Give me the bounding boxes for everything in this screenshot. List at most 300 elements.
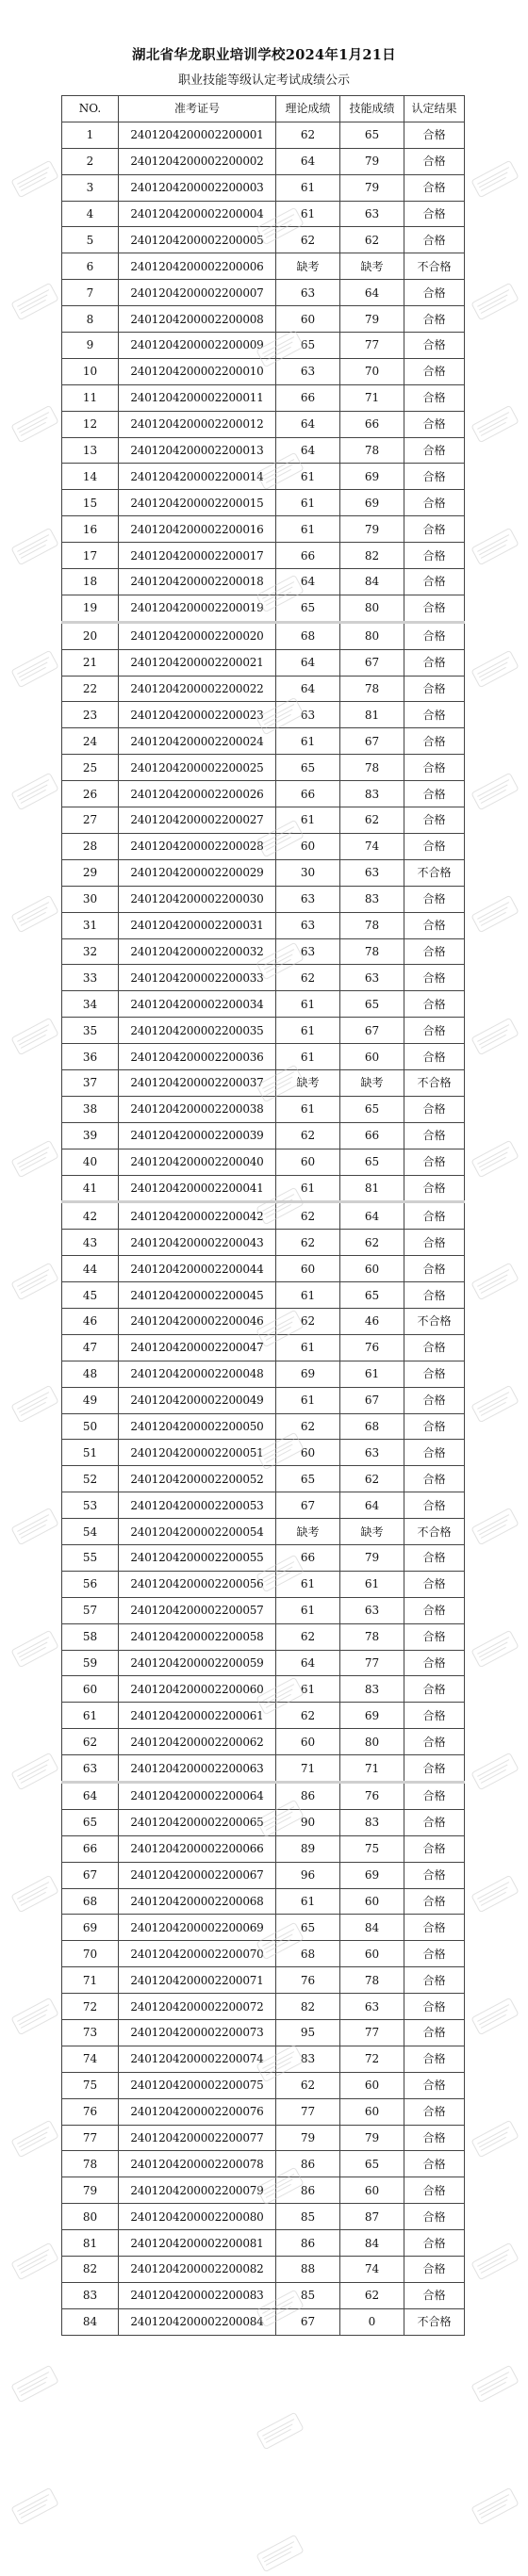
row-number: 38 [62,1096,119,1122]
result: 合格 [404,1122,465,1149]
skill-score: 65 [340,122,404,148]
exam-id: 2401204200002200015 [119,490,276,516]
watermark-stamp [468,2120,522,2158]
row-number: 52 [62,1466,119,1492]
result: 合格 [404,2177,465,2204]
exam-id: 2401204200002200012 [119,411,276,437]
table-row [62,1809,465,1835]
skill-score: 71 [340,384,404,411]
watermark-stamp [468,1508,522,1545]
exam-id: 2401204200002200066 [119,1835,276,1862]
skill-score: 78 [340,912,404,938]
row-number: 45 [62,1282,119,1309]
theory-score: 61 [276,1096,340,1122]
table-row [62,1492,465,1519]
row-number: 12 [62,411,119,437]
result: 合格 [404,676,465,702]
theory-score: 62 [276,1308,340,1334]
row-number: 31 [62,912,119,938]
exam-id: 2401204200002200041 [119,1175,276,1202]
result: 合格 [404,2230,465,2257]
result: 合格 [404,1149,465,1175]
row-number: 43 [62,1230,119,1256]
table-row [62,1915,465,1941]
row-number: 49 [62,1387,119,1413]
table-row [62,595,465,622]
result: 合格 [404,755,465,781]
theory-score: 61 [276,490,340,516]
theory-score: 61 [276,174,340,201]
table-row [62,2098,465,2125]
row-number: 21 [62,649,119,676]
skill-score: 61 [340,1361,404,1387]
theory-score: 63 [276,280,340,306]
table-row [62,781,465,807]
skill-score: 84 [340,1915,404,1941]
row-number: 9 [62,333,119,359]
result: 合格 [404,1282,465,1309]
table-row [62,649,465,676]
skill-score: 65 [340,2151,404,2177]
watermark-stamp [8,1263,62,1300]
skill-score: 61 [340,1571,404,1597]
theory-score: 61 [276,1044,340,1070]
result: 合格 [404,622,465,649]
row-number: 3 [62,174,119,201]
skill-score: 74 [340,2257,404,2283]
row-number: 68 [62,1888,119,1915]
theory-score: 61 [276,516,340,543]
row-number: 72 [62,1994,119,2020]
theory-score: 61 [276,1018,340,1044]
result: 合格 [404,1440,465,1466]
exam-id: 2401204200002200047 [119,1334,276,1361]
theory-score: 65 [276,333,340,359]
row-number: 40 [62,1149,119,1175]
table-row [62,1729,465,1755]
table-row [62,1703,465,1729]
exam-id: 2401204200002200081 [119,2230,276,2257]
theory-score: 60 [276,1729,340,1755]
table-row [62,1149,465,1175]
theory-score: 66 [276,543,340,569]
watermark-stamp [8,895,62,933]
skill-score: 81 [340,1175,404,1202]
exam-id: 2401204200002200046 [119,1308,276,1334]
result: 合格 [404,227,465,253]
theory-score: 62 [276,122,340,148]
theory-score: 64 [276,148,340,174]
skill-score: 76 [340,1783,404,1810]
exam-id: 2401204200002200009 [119,333,276,359]
exam-id: 2401204200002200017 [119,543,276,569]
row-number: 51 [62,1440,119,1466]
skill-score: 83 [340,1809,404,1835]
exam-id: 2401204200002200044 [119,1256,276,1282]
theory-score: 65 [276,1915,340,1941]
table-row [62,965,465,991]
row-number: 74 [62,2046,119,2072]
skill-score: 62 [340,807,404,834]
table-row [62,1202,465,1230]
table-row [62,833,465,859]
result: 合格 [404,1361,465,1387]
skill-score: 缺考 [340,253,404,280]
result: 合格 [404,1544,465,1571]
skill-score: 64 [340,1202,404,1230]
theory-score: 缺考 [276,1069,340,1096]
exam-id: 2401204200002200060 [119,1676,276,1703]
row-number: 44 [62,1256,119,1282]
exam-id: 2401204200002200053 [119,1492,276,1519]
result: 合格 [404,2282,465,2308]
theory-score: 67 [276,1492,340,1519]
exam-id: 2401204200002200064 [119,1783,276,1810]
exam-id: 2401204200002200082 [119,2257,276,2283]
theory-score: 缺考 [276,1519,340,1545]
row-number: 58 [62,1623,119,1650]
theory-score: 62 [276,1703,340,1729]
skill-score: 79 [340,306,404,333]
theory-score: 61 [276,1571,340,1597]
theory-score: 61 [276,1597,340,1623]
theory-score: 61 [276,728,340,755]
exam-id: 2401204200002200007 [119,280,276,306]
exam-id: 2401204200002200050 [119,1413,276,1440]
row-number: 48 [62,1361,119,1387]
table-row [62,306,465,333]
row-number: 32 [62,938,119,965]
exam-id: 2401204200002200035 [119,1018,276,1044]
result: 不合格 [404,859,465,886]
exam-id: 2401204200002200010 [119,358,276,384]
exam-id: 2401204200002200055 [119,1544,276,1571]
theory-score: 60 [276,833,340,859]
watermark-stamp [468,528,522,565]
theory-score: 61 [276,464,340,490]
row-number: 1 [62,122,119,148]
watermark-stamp [8,1753,62,1790]
exam-id: 2401204200002200063 [119,1755,276,1783]
table-row [62,938,465,965]
result: 合格 [404,1755,465,1783]
result: 合格 [404,306,465,333]
table-row [62,2230,465,2257]
theory-score: 60 [276,306,340,333]
theory-score: 61 [276,201,340,227]
theory-score: 64 [276,676,340,702]
row-number: 27 [62,807,119,834]
skill-score: 78 [340,676,404,702]
watermark-stamp [8,405,62,443]
row-number: 10 [62,358,119,384]
table-row [62,1387,465,1413]
row-number: 75 [62,2072,119,2098]
skill-score: 83 [340,781,404,807]
watermark-stamp [8,773,62,810]
row-number: 53 [62,1492,119,1519]
exam-id: 2401204200002200021 [119,649,276,676]
row-number: 42 [62,1202,119,1230]
skill-score: 80 [340,595,404,622]
row-number: 80 [62,2204,119,2230]
table-row [62,358,465,384]
table-row [62,676,465,702]
result: 合格 [404,1783,465,1810]
skill-score: 63 [340,201,404,227]
watermark-stamp [8,2365,62,2403]
exam-id: 2401204200002200008 [119,306,276,333]
skill-score: 60 [340,2098,404,2125]
result: 不合格 [404,1308,465,1334]
row-number: 39 [62,1122,119,1149]
result: 合格 [404,201,465,227]
row-number: 63 [62,1755,119,1783]
skill-score: 65 [340,1096,404,1122]
result: 合格 [404,1835,465,1862]
theory-score: 62 [276,1202,340,1230]
result: 合格 [404,912,465,938]
result: 合格 [404,2125,465,2151]
watermark-stamp [468,2487,522,2525]
row-number: 26 [62,781,119,807]
skill-score: 72 [340,2046,404,2072]
skill-score: 79 [340,174,404,201]
theory-score: 63 [276,912,340,938]
skill-score: 79 [340,1544,404,1571]
table-row [62,464,465,490]
skill-score: 66 [340,1122,404,1149]
exam-id: 2401204200002200022 [119,676,276,702]
table-row [62,1676,465,1703]
result: 合格 [404,2020,465,2046]
theory-score: 66 [276,1544,340,1571]
row-number: 29 [62,859,119,886]
table-row [62,702,465,728]
exam-id: 2401204200002200025 [119,755,276,781]
skill-score: 74 [340,833,404,859]
watermark-stamp [8,1875,62,1913]
watermark-stamp [8,1140,62,1178]
row-number: 70 [62,1941,119,1967]
skill-score: 76 [340,1334,404,1361]
theory-score: 69 [276,1361,340,1387]
skill-score: 67 [340,1018,404,1044]
exam-id: 2401204200002200077 [119,2125,276,2151]
result: 合格 [404,1175,465,1202]
row-number: 24 [62,728,119,755]
table-row [62,1308,465,1334]
table-row [62,1334,465,1361]
row-number: 71 [62,1967,119,1994]
exam-id: 2401204200002200084 [119,2308,276,2335]
skill-score: 64 [340,280,404,306]
result: 合格 [404,1387,465,1413]
table-row [62,1862,465,1888]
table-row [62,569,465,595]
skill-score: 62 [340,227,404,253]
exam-id: 2401204200002200032 [119,938,276,965]
result: 合格 [404,2151,465,2177]
exam-id: 2401204200002200048 [119,1361,276,1387]
skill-score: 62 [340,1230,404,1256]
watermark-stamp [468,2365,522,2403]
skill-score: 77 [340,1650,404,1676]
watermark-stamp [468,405,522,443]
watermark-stamp [468,2242,522,2280]
table-row [62,728,465,755]
table-row [62,2020,465,2046]
result: 合格 [404,2257,465,2283]
result: 合格 [404,1888,465,1915]
result: 合格 [404,569,465,595]
result: 合格 [404,148,465,174]
row-number: 47 [62,1334,119,1361]
theory-score: 76 [276,1967,340,1994]
skill-score: 78 [340,1623,404,1650]
skill-score: 60 [340,2072,404,2098]
table-row [62,807,465,834]
table-row [62,1967,465,1994]
result: 合格 [404,1413,465,1440]
skill-score: 67 [340,649,404,676]
row-number: 83 [62,2282,119,2308]
header-result: 认定结果 [404,96,465,122]
result: 合格 [404,1044,465,1070]
result: 合格 [404,1571,465,1597]
result: 合格 [404,516,465,543]
skill-score: 77 [340,2020,404,2046]
skill-score: 60 [340,1044,404,1070]
result: 合格 [404,1256,465,1282]
table-row [62,1755,465,1783]
theory-score: 85 [276,2282,340,2308]
row-number: 46 [62,1308,119,1334]
theory-score: 88 [276,2257,340,2283]
result: 不合格 [404,2308,465,2335]
result: 合格 [404,1597,465,1623]
theory-score: 68 [276,1941,340,1967]
row-number: 67 [62,1862,119,1888]
skill-score: 0 [340,2308,404,2335]
skill-score: 78 [340,437,404,464]
skill-score: 60 [340,1888,404,1915]
skill-score: 79 [340,148,404,174]
theory-score: 63 [276,358,340,384]
result: 合格 [404,1676,465,1703]
table-row [62,2072,465,2098]
theory-score: 67 [276,2308,340,2335]
skill-score: 68 [340,1413,404,1440]
table-row [62,1466,465,1492]
exam-id: 2401204200002200049 [119,1387,276,1413]
exam-id: 2401204200002200036 [119,1044,276,1070]
row-number: 41 [62,1175,119,1202]
table-row [62,1122,465,1149]
exam-id: 2401204200002200051 [119,1440,276,1466]
table-row [62,1623,465,1650]
result: 不合格 [404,253,465,280]
exam-id: 2401204200002200056 [119,1571,276,1597]
watermark-stamp [8,1997,62,2035]
row-number: 19 [62,595,119,622]
table-row [62,755,465,781]
row-number: 23 [62,702,119,728]
exam-id: 2401204200002200037 [119,1069,276,1096]
result: 合格 [404,122,465,148]
skill-score: 65 [340,991,404,1018]
row-number: 13 [62,437,119,464]
row-number: 35 [62,1018,119,1044]
skill-score: 60 [340,1256,404,1282]
skill-score: 87 [340,2204,404,2230]
theory-score: 68 [276,622,340,649]
row-number: 66 [62,1835,119,1862]
skill-score: 84 [340,2230,404,2257]
exam-id: 2401204200002200045 [119,1282,276,1309]
skill-score: 缺考 [340,1519,404,1545]
result: 合格 [404,807,465,834]
result: 合格 [404,833,465,859]
document-subtitle: 职业技能等级认定考试成绩公示 [177,73,350,88]
row-number: 28 [62,833,119,859]
exam-id: 2401204200002200027 [119,807,276,834]
skill-score: 78 [340,755,404,781]
skill-score: 69 [340,1862,404,1888]
table-row [62,1835,465,1862]
result: 合格 [404,1466,465,1492]
table-row [62,1519,465,1545]
exam-id: 2401204200002200072 [119,1994,276,2020]
skill-score: 60 [340,1941,404,1967]
skill-score: 46 [340,1308,404,1334]
exam-id: 2401204200002200003 [119,174,276,201]
row-number: 16 [62,516,119,543]
exam-id: 2401204200002200069 [119,1915,276,1941]
skill-score: 77 [340,333,404,359]
result: 合格 [404,1650,465,1676]
watermark-stamp [8,2487,62,2525]
document-title: 湖北省华龙职业培训学校2024年1月21日 [132,47,396,63]
theory-score: 64 [276,437,340,464]
skill-score: 62 [340,2282,404,2308]
row-number: 62 [62,1729,119,1755]
theory-score: 62 [276,227,340,253]
skill-score: 70 [340,358,404,384]
exam-id: 2401204200002200058 [119,1623,276,1650]
watermark-stamp [468,773,522,810]
theory-score: 85 [276,2204,340,2230]
results-table-container [61,95,464,2336]
theory-score: 63 [276,938,340,965]
skill-score: 69 [340,1703,404,1729]
table-row [62,1650,465,1676]
skill-score: 82 [340,543,404,569]
table-row [62,1256,465,1282]
table-row [62,1044,465,1070]
table-row [62,1544,465,1571]
table-row [62,227,465,253]
skill-score: 63 [340,1597,404,1623]
watermark-stamp [468,160,522,198]
row-number: 81 [62,2230,119,2257]
watermark-stamp [8,2120,62,2158]
theory-score: 61 [276,1175,340,1202]
table-row [62,411,465,437]
exam-id: 2401204200002200023 [119,702,276,728]
watermark-stamp [468,1875,522,1913]
exam-id: 2401204200002200070 [119,1941,276,1967]
